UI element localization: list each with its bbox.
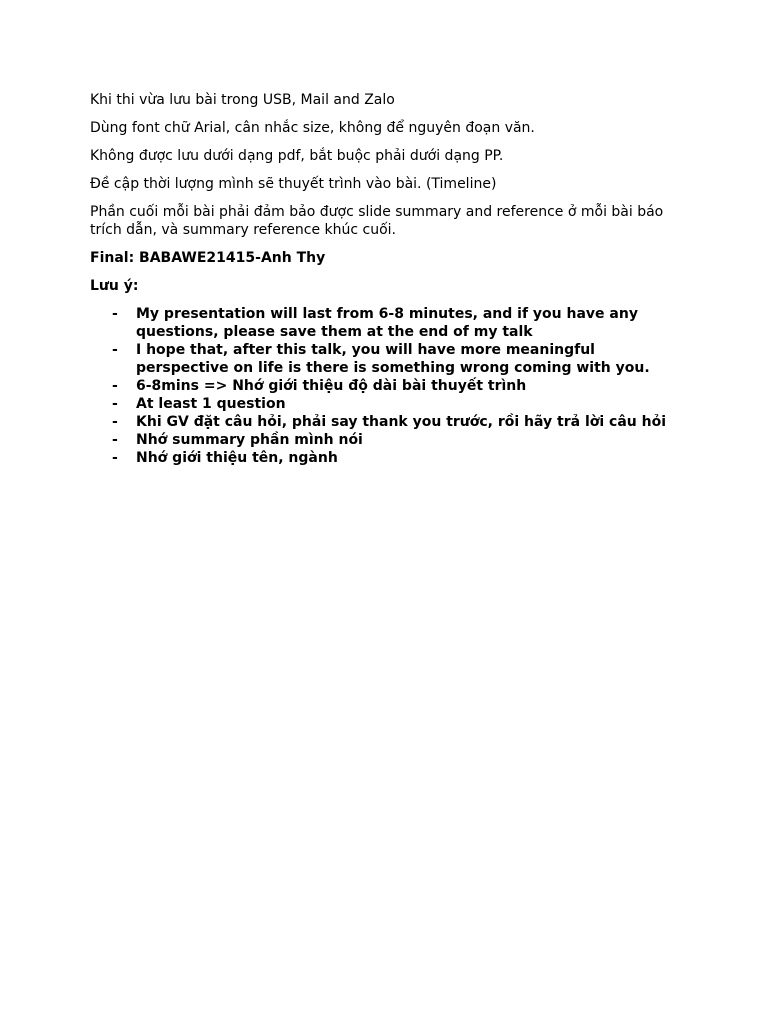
bullet-marker: - — [112, 306, 118, 322]
list-item — [90, 305, 690, 341]
list-item — [90, 395, 690, 413]
note-heading: Lưu ý: — [90, 278, 139, 294]
paragraph-font-arial: Dùng font chữ Arial, cân nhắc size, không để nguyên đoạn văn. — [90, 120, 535, 136]
list-item-text: 6-8mins => Nhớ giới thiệu độ dài bài thuyết trình — [136, 378, 527, 394]
list-item — [90, 431, 690, 449]
paragraph-summary-reference: Phần cuối mỗi bài phải đảm bảo được slide summary and reference ở mỗi bài báo trích dẫn, và summary reference khúc cuối. — [90, 204, 664, 238]
list-item — [90, 341, 690, 377]
notes-bullet-list — [90, 305, 690, 467]
list-item-text: I hope that, after this talk, you will have more meaningful perspective on life is there is something wrong coming with you. — [136, 342, 650, 376]
list-item — [90, 449, 690, 467]
bullet-marker: - — [112, 432, 118, 448]
bullet-marker: - — [112, 450, 118, 466]
list-item-text: At least 1 question — [136, 396, 286, 412]
list-item-text: Nhớ giới thiệu tên, ngành — [136, 450, 338, 466]
list-item — [90, 377, 690, 395]
paragraph-timeline: Đề cập thời lượng mình sẽ thuyết trình vào bài. (Timeline) — [90, 176, 497, 192]
final-line: Final: BABAWE21415-Anh Thy — [90, 250, 326, 266]
bullet-marker: - — [112, 378, 118, 394]
bullet-marker: - — [112, 342, 118, 358]
list-item-text: Khi GV đặt câu hỏi, phải say thank you trước, rồi hãy trả lời câu hỏi — [136, 414, 667, 430]
list-item — [90, 413, 690, 431]
paragraph-no-pdf: Không được lưu dưới dạng pdf, bắt buộc phải dưới dạng PP. — [90, 148, 504, 164]
paragraph-usb-mail-zalo: Khi thi vừa lưu bài trong USB, Mail and Zalo — [90, 92, 395, 108]
bullet-marker: - — [112, 396, 118, 412]
list-item-text: Nhớ summary phần mình nói — [136, 432, 363, 448]
list-item-text: My presentation will last from 6-8 minutes, and if you have any questions, please save them at the end of my talk — [136, 306, 638, 340]
bullet-marker: - — [112, 414, 118, 430]
document-page — [90, 91, 690, 467]
